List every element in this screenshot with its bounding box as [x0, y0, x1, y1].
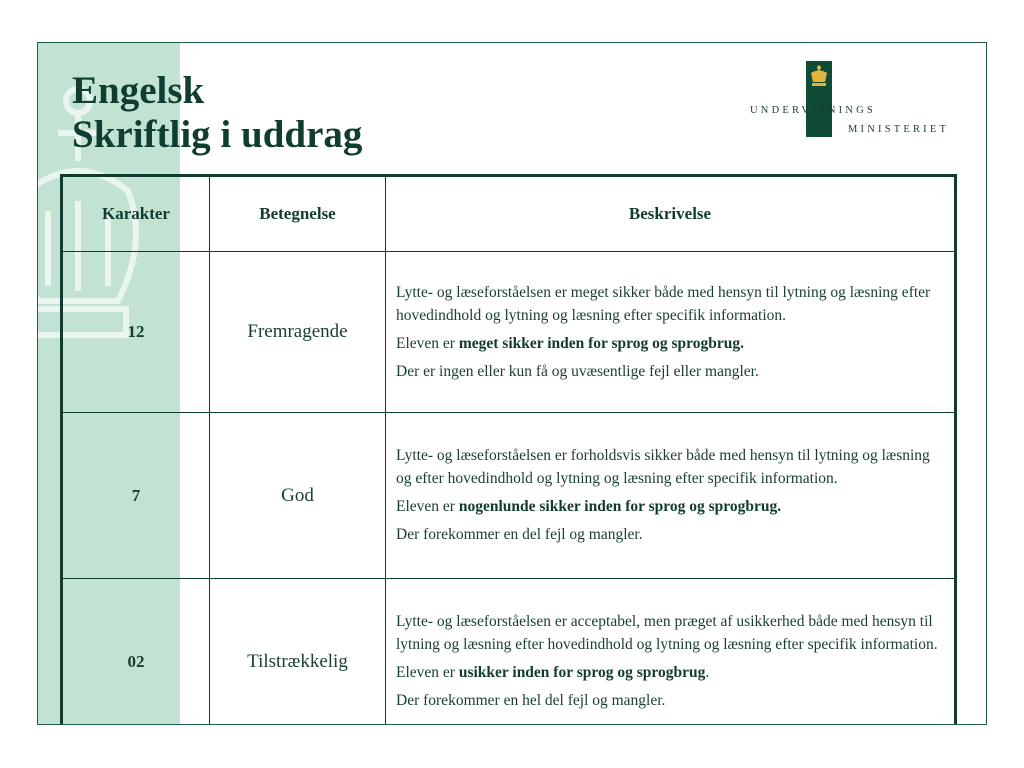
- description-text: Eleven er: [396, 498, 459, 515]
- table-row: [62, 252, 956, 413]
- page-title: [72, 69, 362, 157]
- logo-word-2: MINISTERIET: [848, 124, 950, 135]
- logo-word-1: UNDERVISNINGS: [750, 105, 876, 116]
- description-emphasis: usikker inden for sprog og sprogbrug: [458, 664, 706, 681]
- description-text: Eleven er: [396, 334, 459, 352]
- ministry-logo: [744, 61, 966, 141]
- table-row: [62, 579, 956, 726]
- slide: [37, 42, 987, 725]
- grades-table: [60, 174, 957, 725]
- description-line: Der forekommer en hel del fejl og mangler.: [396, 692, 666, 709]
- description-line: [396, 332, 946, 355]
- description-line: Lytte- og læseforståelsen er meget sikker både med hensyn til lytning og læsning efter hovedindhold og lytning og læsning efter specifik information.: [396, 283, 931, 324]
- title-line-1: Engelsk: [72, 69, 205, 112]
- description-line: Der er ingen eller kun få og uvæsentlige fejl eller mangler.: [396, 362, 759, 380]
- label-cell: God: [210, 413, 386, 579]
- description-cell: [386, 413, 956, 579]
- description-line: Lytte- og læseforståelsen er acceptabel, men præget af usikkerhed både med hensyn til lytning og læsning efter hovedindhold og lytning og læsning efter specifik information.: [396, 613, 938, 653]
- header-karakter: Karakter: [62, 176, 210, 252]
- description-text: .: [705, 664, 710, 681]
- table-row: [62, 413, 956, 579]
- description-emphasis: meget sikker inden for sprog og sprogbrug.: [458, 334, 745, 352]
- description-line: [396, 495, 946, 518]
- grade-cell: 7: [62, 413, 210, 579]
- grade-cell: 02: [62, 579, 210, 726]
- description-line: Lytte- og læseforståelsen er forholdsvis sikker både med hensyn til lytning og læsning og efter hovedindhold og lytning og læsning efter specifik information.: [396, 447, 930, 487]
- header-betegnelse: Betegnelse: [210, 176, 386, 252]
- description-cell: [386, 579, 956, 726]
- crown-icon: [809, 65, 829, 87]
- title-line-2: Skriftlig i uddrag: [72, 113, 363, 156]
- logo-mark: [806, 61, 832, 137]
- table-header-row: [62, 176, 956, 252]
- description-cell: [386, 252, 956, 413]
- grade-cell: 12: [62, 252, 210, 413]
- label-cell: Tilstrækkelig: [210, 579, 386, 726]
- description-line: [396, 661, 946, 684]
- description-line: Der forekommer en del fejl og mangler.: [396, 526, 643, 543]
- header-beskrivelse: Beskrivelse: [386, 176, 956, 252]
- description-text: Eleven er: [396, 664, 459, 681]
- label-cell: Fremragende: [210, 252, 386, 413]
- description-emphasis: nogenlunde sikker inden for sprog og sprogbrug.: [458, 498, 782, 515]
